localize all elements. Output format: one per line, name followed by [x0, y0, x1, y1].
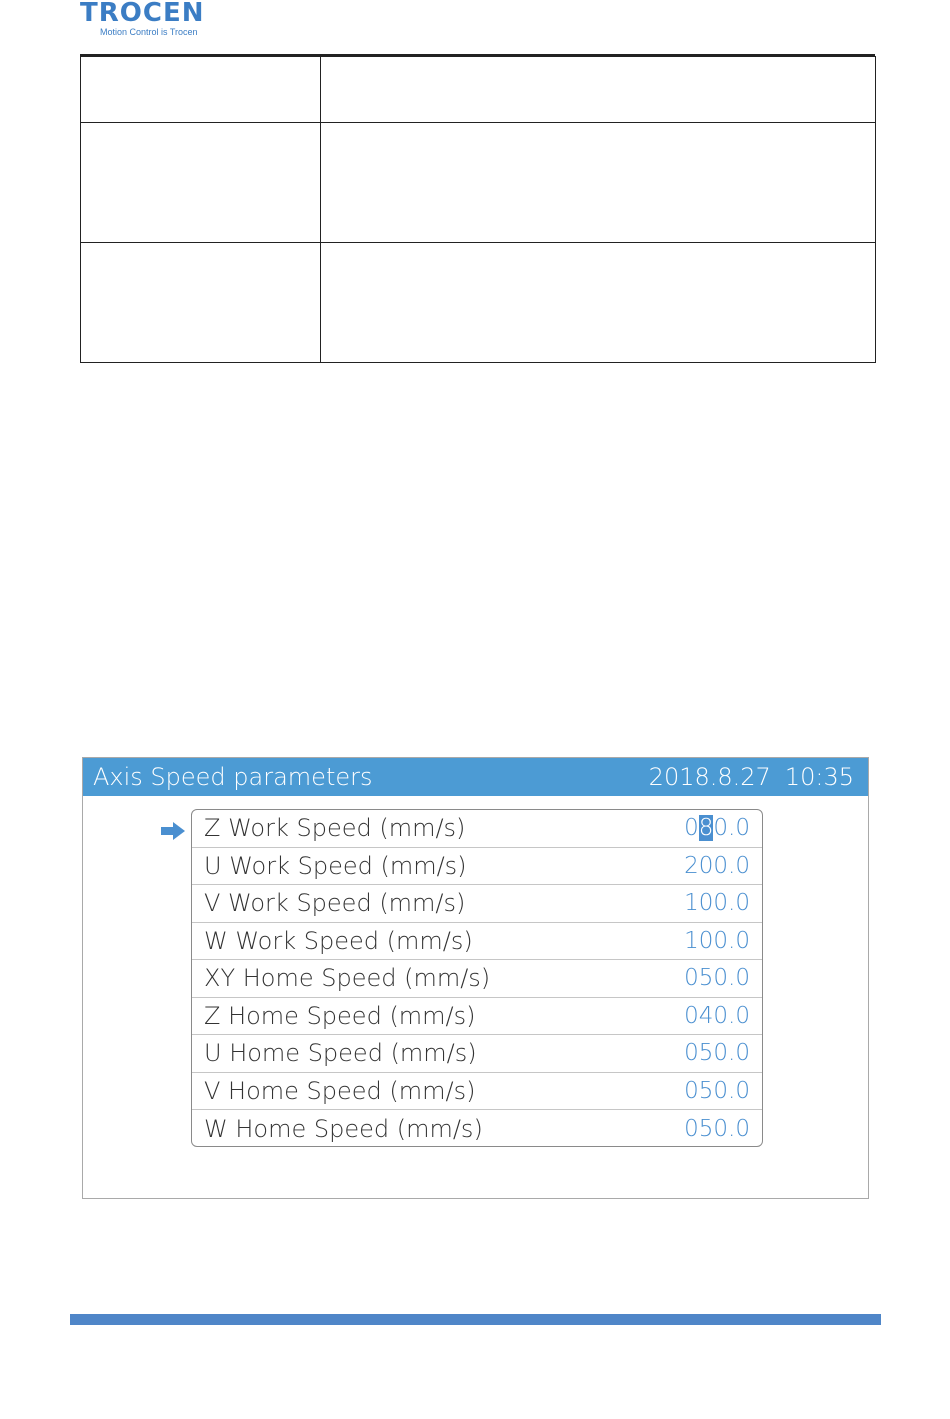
parameter-label: V Work Speed (mm/s) [204, 889, 466, 918]
parameter-value[interactable]: 100.0 [684, 927, 750, 954]
table-cell [81, 123, 321, 243]
table-cell [81, 243, 321, 363]
parameter-row[interactable] [192, 1035, 762, 1073]
value-before-cursor: 0 [684, 815, 699, 842]
parameter-label: Z Home Speed (mm/s) [204, 1001, 476, 1030]
table-cell [321, 57, 876, 123]
parameter-value[interactable]: 200.0 [684, 852, 750, 879]
table-row [81, 243, 876, 363]
parameter-label: W Work Speed (mm/s) [204, 926, 473, 955]
parameter-row[interactable] [192, 810, 762, 848]
parameter-label: XY Home Speed (mm/s) [204, 964, 491, 993]
table-row [81, 57, 876, 123]
table-cell [321, 243, 876, 363]
parameter-label: V Home Speed (mm/s) [204, 1076, 476, 1105]
parameter-value[interactable]: 050.0 [684, 1040, 750, 1067]
parameter-value[interactable]: 050.0 [684, 1077, 750, 1104]
parameter-row[interactable] [192, 1110, 762, 1147]
parameter-label: U Home Speed (mm/s) [204, 1039, 477, 1068]
parameter-value[interactable]: 050.0 [684, 1115, 750, 1142]
brand-name: TROCEN [80, 0, 205, 28]
value-after-cursor: 0.0 [713, 815, 750, 842]
parameter-row[interactable] [192, 1073, 762, 1111]
parameter-value[interactable]: 100.0 [684, 890, 750, 917]
parameter-row[interactable] [192, 923, 762, 961]
brand-tagline: Motion Control is Trocen [100, 27, 198, 37]
parameter-row[interactable] [192, 960, 762, 998]
table-row [81, 123, 876, 243]
clock [649, 763, 854, 791]
parameter-row[interactable] [192, 885, 762, 923]
document-table [80, 56, 876, 363]
selection-arrow-icon [161, 822, 185, 840]
screen-title-bar [83, 758, 868, 796]
parameter-row[interactable] [192, 848, 762, 886]
parameter-value[interactable]: 050.0 [684, 965, 750, 992]
footer-bar [70, 1314, 881, 1325]
clock-date: 2018.8.27 [648, 763, 771, 791]
table-cell [321, 123, 876, 243]
table-cell [81, 57, 321, 123]
trocen-logo [80, 0, 204, 37]
parameter-row[interactable] [192, 998, 762, 1036]
parameter-label: W Home Speed (mm/s) [204, 1114, 483, 1143]
parameter-value[interactable]: 040.0 [684, 1002, 750, 1029]
parameter-list[interactable] [191, 809, 763, 1147]
screen-title: Axis Speed parameters [93, 763, 373, 791]
parameter-label: Z Work Speed (mm/s) [204, 814, 466, 843]
edit-cursor: 8 [698, 815, 714, 842]
parameter-value[interactable] [684, 815, 750, 841]
axis-speed-screen [82, 757, 869, 1199]
clock-time: 10:35 [784, 763, 854, 791]
parameter-label: U Work Speed (mm/s) [204, 851, 467, 880]
